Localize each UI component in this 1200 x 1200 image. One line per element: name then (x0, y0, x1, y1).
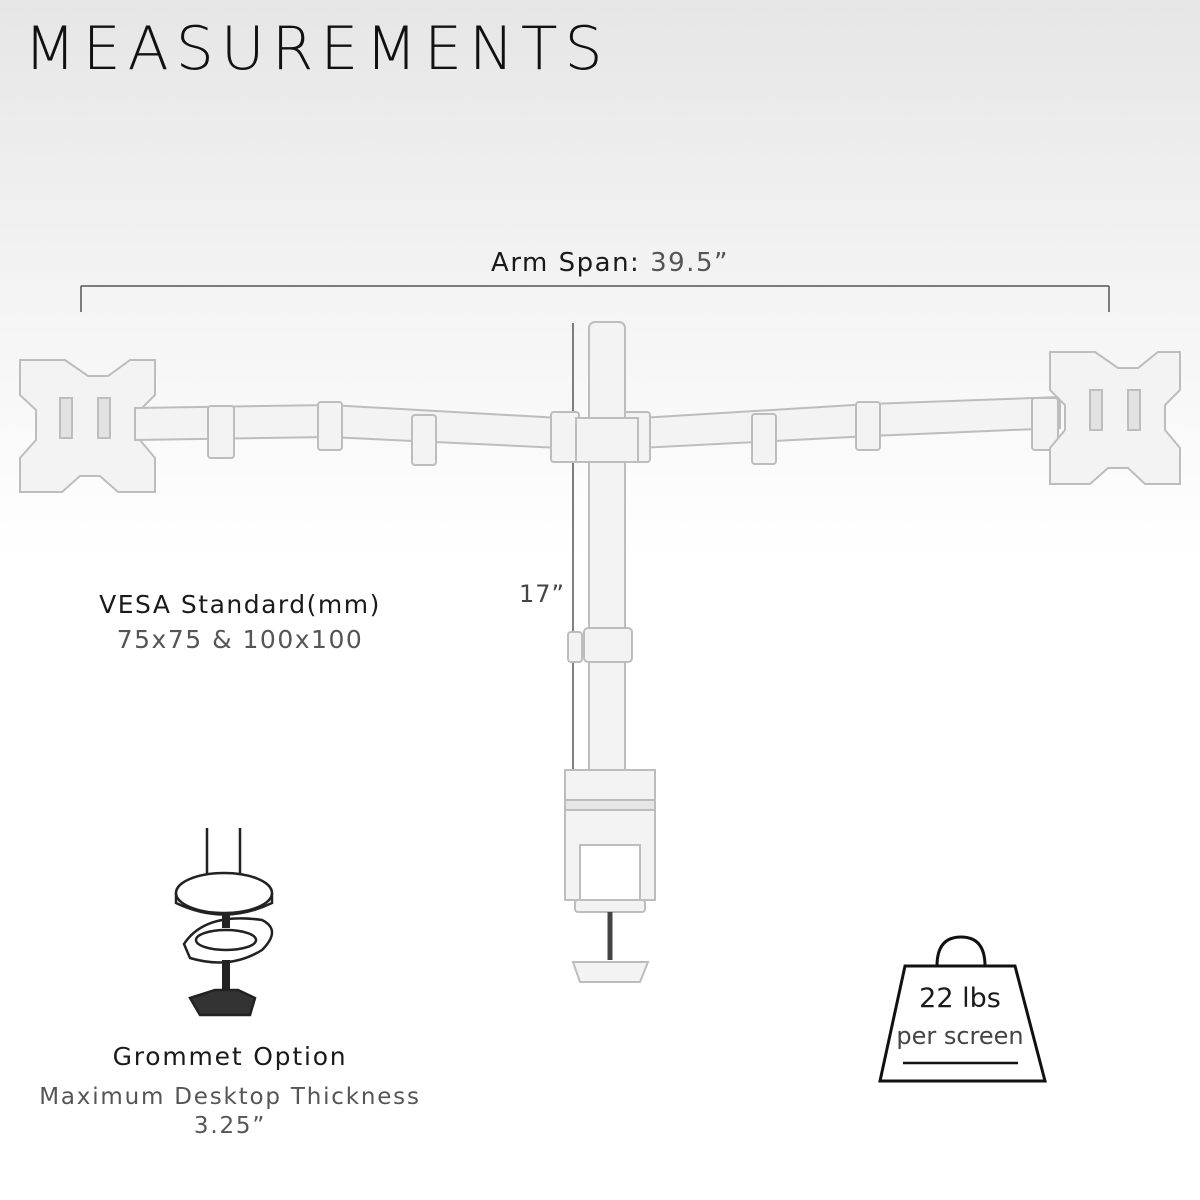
arm-span-value: 39.5” (650, 248, 729, 278)
page-title: MEASUREMENTS (24, 14, 610, 84)
vesa-sizes: 75x75 & 100x100 (116, 625, 364, 654)
left-inner-arm (330, 405, 560, 448)
vesa-info (60, 590, 420, 654)
grommet-title: Grommet Option (112, 1042, 348, 1071)
height-label: 17” (519, 580, 565, 608)
right-vesa-plate (1050, 352, 1180, 484)
weight-value: 22 lbs (919, 983, 1001, 1014)
arm-span-text: Arm Span: (491, 248, 641, 278)
grommet-description: Maximum Desktop Thickness (39, 1084, 421, 1110)
center-pole (589, 322, 625, 782)
vesa-title: VESA Standard(mm) (99, 590, 381, 619)
arm-span-dimension-line (81, 286, 1109, 312)
desk-clamp (565, 770, 655, 900)
grommet-thickness-value: 3.25” (193, 1112, 267, 1139)
grommet-info (30, 1042, 430, 1141)
grommet-diagram (176, 828, 272, 1015)
weight-unit: per screen (896, 1022, 1024, 1050)
